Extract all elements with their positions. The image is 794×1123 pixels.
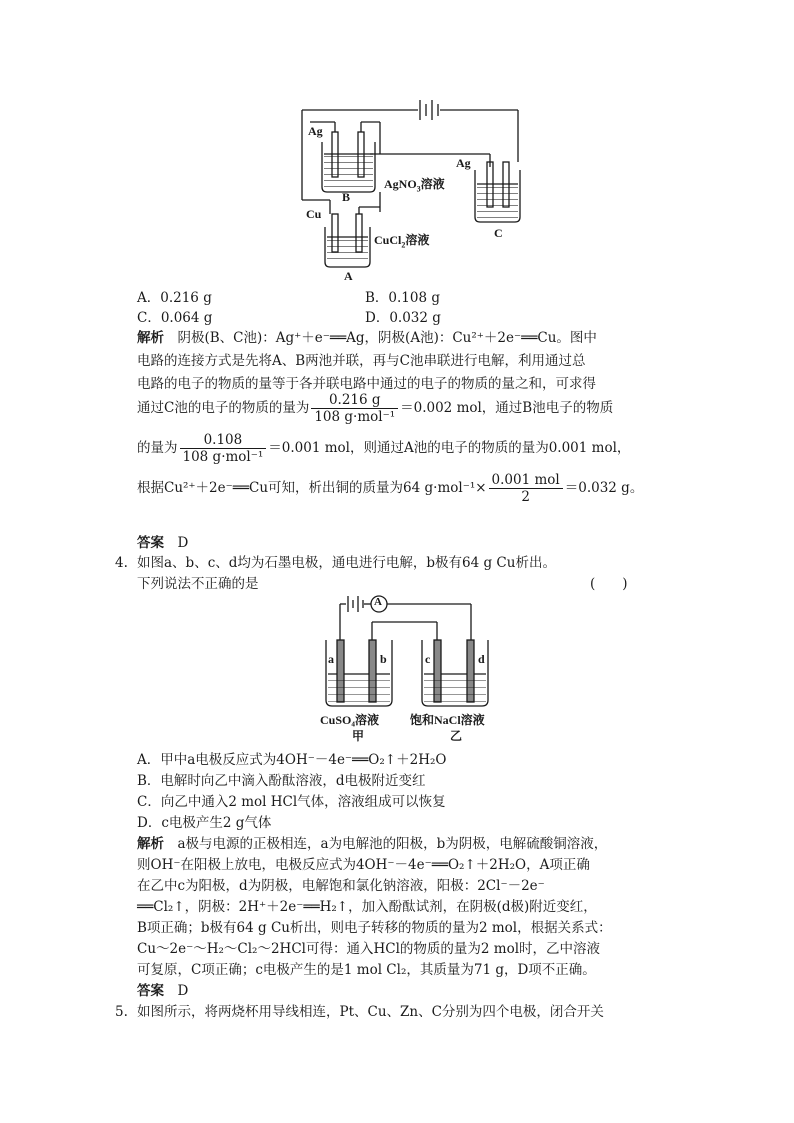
q5-stem-line-1: 如图所示，将两烧杯用导线相连，Pt、Cu、Zn、C分别为四个电极，闭合开关 <box>137 1004 604 1020</box>
q4-answer: 答案 D <box>137 983 189 999</box>
q4-explanation-head: 解析 <box>137 836 164 852</box>
q3-explanation-line-6: 根据Cu²⁺＋2e⁻══Cu可知，析出铜的质量为64 g·mol⁻¹× $\frac{\text{0.001 mol}}{2}$ ＝0.032 g。 <box>137 472 644 505</box>
fraction: $\frac{0.216 g}{\text{108 g·mol⁻¹}}$ <box>311 392 398 425</box>
q3-explanation-line-2: 电路的连接方式是先将A、B两池并联，再与C池串联进行电解，利用通过总 <box>137 353 586 369</box>
nacl-label: 饱和NaCl溶液 <box>410 713 485 727</box>
q4-stem-line-2: 下列说法不正确的是 <box>137 576 259 592</box>
jia-label: 甲 <box>352 729 365 743</box>
electrode-b-label: b <box>380 652 387 666</box>
q4-option-d: D．c电极产生2 g气体 <box>137 815 272 831</box>
q3-explanation-line-3: 电路的电子的物质的量等于各并联电路中通过的电子的物质的量之和，可求得 <box>137 376 596 392</box>
q4-explanation-line-7: 可复原，C项正确；c电极产生的是1 mol Cl₂，其质量为71 g，D项不正确。 <box>137 962 596 978</box>
label-cucl2: CuCl$_2$溶液 <box>374 233 430 250</box>
electrode-c-label: c <box>425 652 431 666</box>
q4-number: 4. <box>115 555 128 571</box>
q4-option-a: A．甲中a电极反应式为4OH⁻－4e⁻══O₂↑＋2H₂O <box>137 752 447 768</box>
fraction: $\frac{0.108}{\text{108 g·mol⁻¹}}$ <box>180 432 267 465</box>
q4-answer-blank: ( ) <box>590 576 628 592</box>
figure-electrolysis-abc <box>290 92 530 282</box>
q3-option-a: A．0.216 g <box>137 290 212 306</box>
label-c: C <box>494 226 503 240</box>
q4-explanation-line-4: ══Cl₂↑，阴极：2H⁺＋2e⁻══H₂↑，加入酚酞试剂，在阴极(d极)附近变红， <box>137 899 597 915</box>
q4-explanation-line-2: 则OH⁻在阳极上放电，电极反应式为4OH⁻－4e⁻══O₂↑＋2H₂O，A项正确 <box>137 857 590 873</box>
q3-explanation-line-1: 解析 阴极(B、C池)：Ag⁺＋e⁻══Ag，阴极(A池)：Cu²⁺＋2e⁻══Cu。图中 <box>137 330 597 346</box>
label-agno3: AgNO$_3$溶液 <box>384 177 445 194</box>
label-b: B <box>342 190 351 204</box>
q3-explanation-head: 解析 <box>137 330 164 346</box>
electrode-d-label: d <box>478 652 485 666</box>
q4-explanation-line-3: 在乙中c为阳极，d为阴极，电解饱和氯化钠溶液，阳极：2Cl⁻－2e⁻ <box>137 878 545 894</box>
q3-option-d: D．0.032 g <box>365 310 441 326</box>
q5-number: 5. <box>115 1004 128 1020</box>
electrode-a-label: a <box>328 652 334 666</box>
q3-option-c: C．0.064 g <box>137 310 213 326</box>
q3-explanation-line-5: 的量为 $\frac{0.108}{\text{108 g·mol⁻¹}}$ ＝0.001 mol，则通过A池的电子的物质的量为0.001 mol， <box>137 432 631 465</box>
q3-explanation-line-4: 通过C池的电子的物质的量为 $\frac{0.216 g}{\text{108 g·mol⁻¹}}$ ＝0.002 mol，通过B池电子的物质 <box>137 392 614 425</box>
q4-explanation-line-5: B项正确；b极有64 g Cu析出，则电子转移的物质的量为2 mol，根据关系式： <box>137 920 612 936</box>
fraction: $\frac{\text{0.001 mol}}{2}$ <box>489 472 563 505</box>
cuso4-label: CuSO₄溶液 <box>320 713 379 727</box>
q3-answer: 答案 D <box>137 535 189 551</box>
q4-stem-line-1: 如图a、b、c、d均为石墨电极，通电进行电解，b极有64 g Cu析出。 <box>137 555 556 571</box>
label-ag-left: Ag <box>308 124 323 138</box>
q3-option-b: B．0.108 g <box>365 290 441 306</box>
q4-explanation-line-6: Cu～2e⁻～H₂～Cl₂～2HCl可得：通入HCl的物质的量为2 mol时，乙中溶液 <box>137 941 601 957</box>
label-ag-right: Ag <box>456 156 471 170</box>
ammeter-label: A <box>374 596 382 608</box>
q4-option-b: B．电解时向乙中滴入酚酞溶液，d电极附近变红 <box>137 773 426 789</box>
label-a: A <box>344 269 353 283</box>
figure-electrolysis-jia-yi <box>318 592 508 747</box>
q4-option-c: C．向乙中通入2 mol HCl气体，溶液组成可以恢复 <box>137 794 446 810</box>
yi-label: 乙 <box>450 729 463 743</box>
label-cu: Cu <box>306 207 322 221</box>
q4-explanation-line-1: 解析 a极与电源的正极相连，a为电解池的阳极，b为阴极，电解硫酸铜溶液， <box>137 836 608 852</box>
